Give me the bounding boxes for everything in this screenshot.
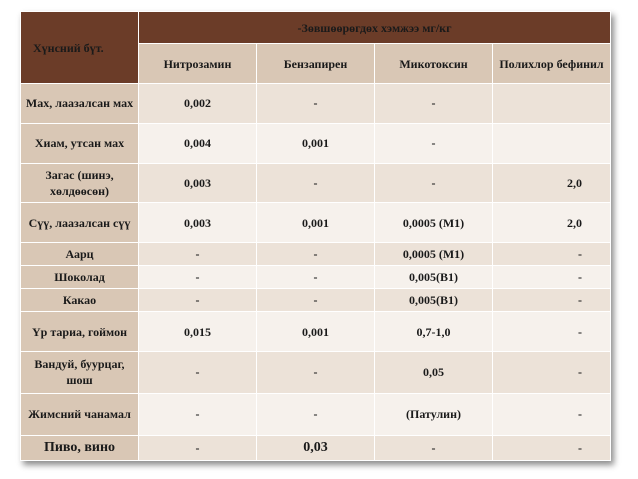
table-cell: (Патулин) xyxy=(375,393,493,435)
table-cell: - xyxy=(139,352,257,394)
row-label: Загас (шинэ, хөлдөөсөн) xyxy=(21,163,139,203)
food-product-header: Хүнсний бүт. xyxy=(21,12,139,84)
table-cell: - xyxy=(493,289,611,312)
table-cell: 0,003 xyxy=(139,163,257,203)
table-cell: - xyxy=(257,352,375,394)
row-label: Сүү, лаазалсан сүү xyxy=(21,203,139,243)
table-cell: - xyxy=(375,163,493,203)
table-cell: 0,05 xyxy=(375,352,493,394)
table-row xyxy=(21,123,611,163)
benzapyrene-header: Бензапирен xyxy=(257,44,375,84)
table-cell: - xyxy=(493,435,611,460)
table-cell: 2,0 xyxy=(493,163,611,203)
table-cell: 0,005(В1) xyxy=(375,289,493,312)
table-cell: 0,0005 (М1) xyxy=(375,243,493,266)
table-cell: 2,0 xyxy=(493,203,611,243)
table-cell: 0,015 xyxy=(139,312,257,352)
row-label: Үр тариа, гоймон xyxy=(21,312,139,352)
table-cell: 0,001 xyxy=(257,312,375,352)
table-cell: - xyxy=(493,352,611,394)
table-cell xyxy=(493,123,611,163)
table-cell: - xyxy=(257,289,375,312)
row-label: Мах, лаазалсан мах xyxy=(21,84,139,124)
table-cell: - xyxy=(139,289,257,312)
table-cell: - xyxy=(375,123,493,163)
table-cell: - xyxy=(375,435,493,460)
table-cell: - xyxy=(493,243,611,266)
row-label: Пиво, вино xyxy=(21,435,139,460)
food-limits-table xyxy=(20,11,611,461)
nitrosamine-header: Нитрозамин xyxy=(139,44,257,84)
mycotoxin-header: Микотоксин xyxy=(375,44,493,84)
table-row xyxy=(21,243,611,266)
table-row xyxy=(21,435,611,460)
table-row xyxy=(21,203,611,243)
row-label: Какао xyxy=(21,289,139,312)
table-cell: - xyxy=(493,393,611,435)
allowed-amount-header: -Зөвшөөрөгдөх хэмжээ мг/кг xyxy=(139,12,611,44)
table-cell: 0,001 xyxy=(257,123,375,163)
table-cell: 0,005(В1) xyxy=(375,266,493,289)
table-row xyxy=(21,163,611,203)
row-label: Аарц xyxy=(21,243,139,266)
table-row xyxy=(21,84,611,124)
table-cell: - xyxy=(139,243,257,266)
table-row xyxy=(21,266,611,289)
table-cell: - xyxy=(257,84,375,124)
table-cell: - xyxy=(257,266,375,289)
row-label: Хиам, утсан мах xyxy=(21,123,139,163)
table-row xyxy=(21,393,611,435)
table-cell: - xyxy=(139,266,257,289)
table-row xyxy=(21,289,611,312)
row-label: Шоколад xyxy=(21,266,139,289)
table-cell: - xyxy=(375,84,493,124)
row-label: Жимсний чанамал xyxy=(21,393,139,435)
table-row xyxy=(21,312,611,352)
table-cell xyxy=(493,84,611,124)
table-cell: - xyxy=(257,163,375,203)
table-cell: 0,7-1,0 xyxy=(375,312,493,352)
table-cell: 0,0005 (М1) xyxy=(375,203,493,243)
row-label: Вандуй, буурцаг, шош xyxy=(21,352,139,394)
table-cell: - xyxy=(257,243,375,266)
table-cell: - xyxy=(493,266,611,289)
table-row xyxy=(21,352,611,394)
table-cell: - xyxy=(493,312,611,352)
table-cell: 0,003 xyxy=(139,203,257,243)
table-cell: - xyxy=(257,393,375,435)
table-cell: 0,002 xyxy=(139,84,257,124)
table-cell: 0,03 xyxy=(257,435,375,460)
table-cell: 0,004 xyxy=(139,123,257,163)
polychlorinated-biphenyl-header: Полихлор бефинил xyxy=(493,44,611,84)
table-cell: - xyxy=(139,435,257,460)
table-cell: - xyxy=(139,393,257,435)
table-cell: 0,001 xyxy=(257,203,375,243)
